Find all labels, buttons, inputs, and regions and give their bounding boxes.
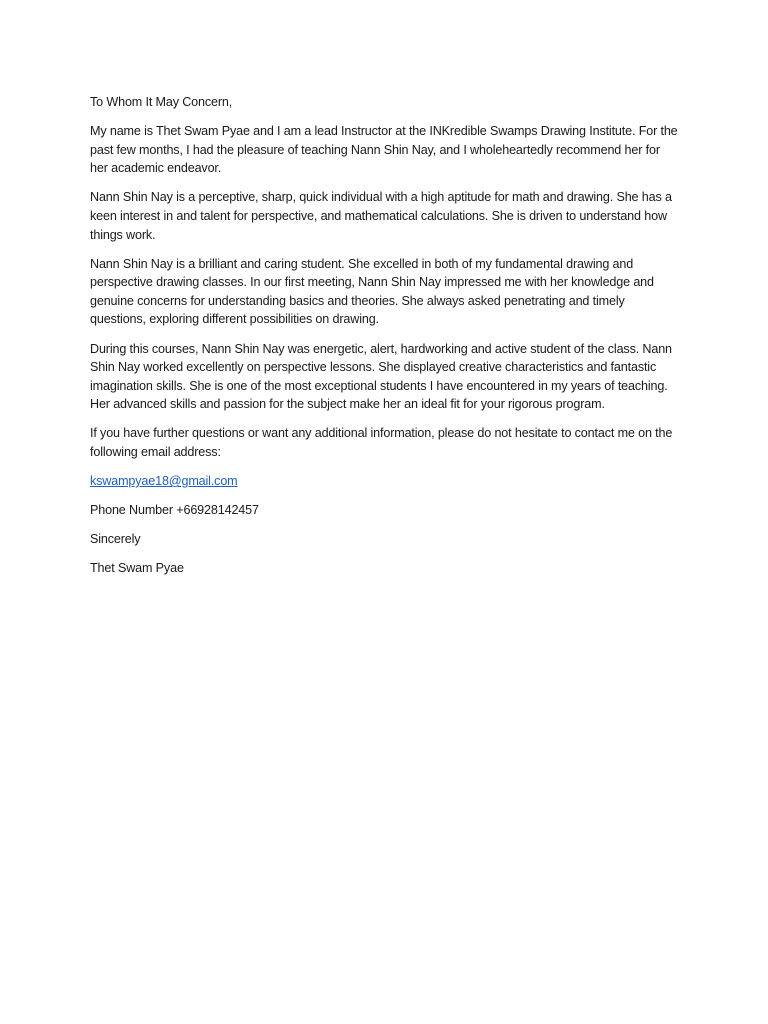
- paragraph-introduction: My name is Thet Swam Pyae and I am a lead Instructor at the INKredible Swamps Drawing Institute. For the past few months, I had the pleasure of teaching Nann Shin Nay, and I wholeheartedly recommend her for her academic endeavor.: [90, 124, 678, 176]
- paragraph-contact: If you have further questions or want any additional information, please do not hesitate to contact me on the following email address:: [90, 426, 673, 459]
- phone-number: Phone Number +66928142457: [90, 503, 259, 518]
- signature-name: Thet Swam Pyae: [90, 561, 184, 576]
- paragraph-character: Nann Shin Nay is a brilliant and caring student. She excelled in both of my fundamental drawing and perspective drawing classes. In our first meeting, Nann Shin Nay impressed me with her knowledge and genuine concerns for understanding basics and theories. She always asked penetrating and timely questions, exploring different possibilities on drawing.: [90, 256, 654, 327]
- email-line: [90, 472, 680, 491]
- closing: Sincerely: [90, 532, 141, 547]
- email-link[interactable]: kswampyae18@gmail.com: [90, 474, 238, 489]
- recommendation-letter: [90, 93, 680, 588]
- salutation: To Whom It May Concern,: [90, 95, 233, 109]
- paragraph-aptitude: Nann Shin Nay is a perceptive, sharp, quick individual with a high aptitude for math and drawing. She has a keen interest in and talent for perspective, and mathematical calculations. She is driven to understand how things work.: [90, 190, 672, 242]
- paragraph-performance: During this courses, Nann Shin Nay was energetic, alert, hardworking and active student of the class. Nann Shin Nay worked excellently on perspective lessons. She displayed creative characteristics and fantastic imagination skills. She is one of the most exceptional students I have encountered in my years of teaching. Her advanced skills and passion for the subject make her an ideal fit for your rigorous program.: [90, 341, 672, 412]
